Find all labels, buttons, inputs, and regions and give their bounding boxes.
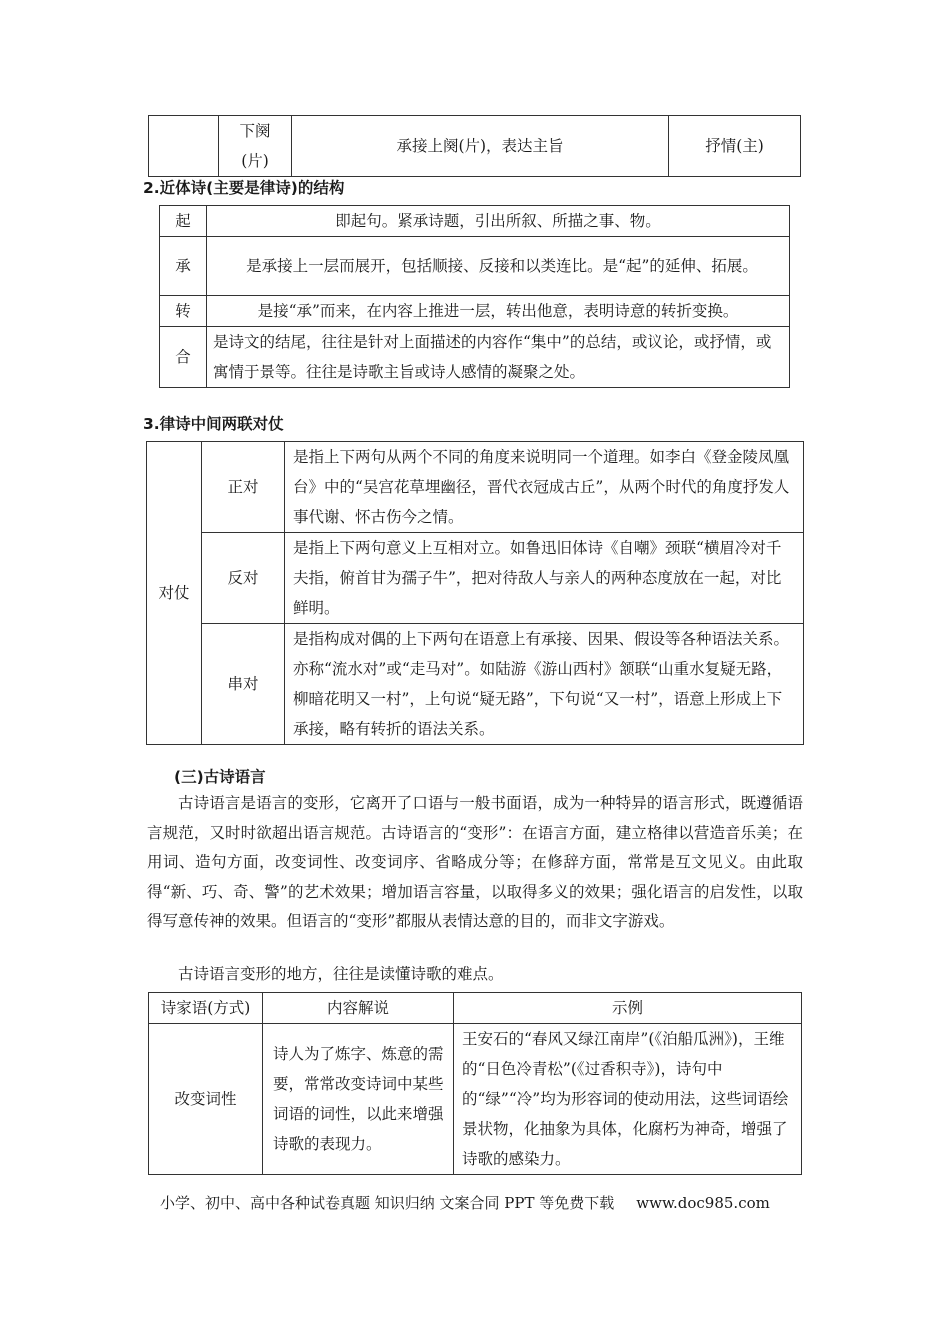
table-row <box>160 237 790 296</box>
explain-cell: 诗人为了炼字、炼意的需要，常常改变诗词中某些词语的词性，以此来增强诗歌的表现力。 <box>263 1024 454 1175</box>
top-table <box>148 115 801 177</box>
row-text: 是指上下两句从两个不同的角度来说明同一个道理。如李白《登金陵凤凰台》中的“吴宫花草埋幽径，晋代衣冠成古丘”，从两个时代的角度抒发人事代谢、怀古伤今之情。 <box>285 442 804 533</box>
paragraph-language: 古诗语言是语言的变形，它离开了口语与一般书面语，成为一种特异的语言形式，既遵循语言规范，又时时欲超出语言规范。古诗语言的“变形”：在语言方面，建立格律以营造音乐美；在用词、造句方面，改变词性、改变词序、省略成分等；在修辞方面，常常是互文见义。由此取得“新、巧、奇、警”的艺术效果；增加语言容量，以取得多义的效果；强化语言的启发性，以取得写意传神的效果。但语言的“变形”都服从表情达意的目的，而非文字游戏。 <box>147 794 803 930</box>
table-cell-part: 下阕(片) <box>219 116 292 177</box>
footer <box>160 1192 770 1213</box>
table-row <box>160 206 790 237</box>
table-cell-type: 抒情(主) <box>669 116 801 177</box>
column-header: 内容解说 <box>263 993 454 1024</box>
example-cell: 王安石的“春风又绿江南岸”(《泊船瓜洲》)，王维的“日色冷青松”(《过香积寺》)，诗句中的“绿”“冷”均为形容词的使动用法，这些词语绘景状物，化抽象为具体，化腐朽为神奇，增强了诗歌的感染力。 <box>454 1024 802 1175</box>
section-title-structure: 2.近体诗(主要是律诗)的结构 <box>143 179 345 197</box>
table-cell-empty <box>149 116 219 177</box>
row-text: 是指构成对偶的上下两句在语意上有承接、因果、假设等各种语法关系。亦称“流水对”或“走马对”。如陆游《游山西村》颔联“山重水复疑无路，柳暗花明又一村”，上句说“疑无路”，下句说“又一村”，语意上形成上下承接，略有转折的语法关系。 <box>285 624 804 745</box>
row-label: 串对 <box>202 624 285 745</box>
structure-table <box>159 205 790 388</box>
table-row <box>149 1024 802 1175</box>
paragraph-difficulty: 古诗语言变形的地方，往往是读懂诗歌的难点。 <box>178 965 504 983</box>
table-row <box>149 116 801 177</box>
column-header: 示例 <box>454 993 802 1024</box>
language-table <box>148 992 802 1175</box>
row-label: 反对 <box>202 533 285 624</box>
section-title-language: (三)古诗语言 <box>174 768 266 786</box>
row-text: 是诗文的结尾，往往是针对上面描述的内容作“集中”的总结，或议论，或抒情，或寓情于景等。往往是诗歌主旨或诗人感情的凝聚之处。 <box>207 327 790 388</box>
table-row <box>147 442 804 533</box>
footer-text: 小学、初中、高中各种试卷真题 知识归纳 文案合同 PPT 等免费下载 <box>160 1194 615 1212</box>
row-label: 转 <box>160 296 207 327</box>
column-header: 诗家语(方式) <box>149 993 263 1024</box>
group-label: 对仗 <box>147 442 202 745</box>
row-text: 是承接上一层而展开，包括顺接、反接和以类连比。是“起”的延伸、拓展。 <box>207 237 790 296</box>
row-text: 即起句。紧承诗题，引出所叙、所描之事、物。 <box>207 206 790 237</box>
row-text: 是指上下两句意义上互相对立。如鲁迅旧体诗《自嘲》颈联“横眉冷对千夫指，俯首甘为孺子牛”，把对待敌人与亲人的两种态度放在一起，对比鲜明。 <box>285 533 804 624</box>
table-row <box>160 296 790 327</box>
row-label: 起 <box>160 206 207 237</box>
footer-url[interactable]: www.doc985.com <box>636 1194 770 1212</box>
table-cell-desc: 承接上阕(片)，表达主旨 <box>292 116 669 177</box>
table-row <box>147 624 804 745</box>
row-label: 正对 <box>202 442 285 533</box>
row-label: 承 <box>160 237 207 296</box>
table-header-row <box>149 993 802 1024</box>
method-cell: 改变词性 <box>149 1024 263 1175</box>
section-title-antithesis: 3.律诗中间两联对仗 <box>143 415 284 433</box>
row-label: 合 <box>160 327 207 388</box>
antithesis-table <box>146 441 804 745</box>
row-text: 是接“承”而来，在内容上推进一层，转出他意，表明诗意的转折变换。 <box>207 296 790 327</box>
table-row <box>160 327 790 388</box>
table-row <box>147 533 804 624</box>
